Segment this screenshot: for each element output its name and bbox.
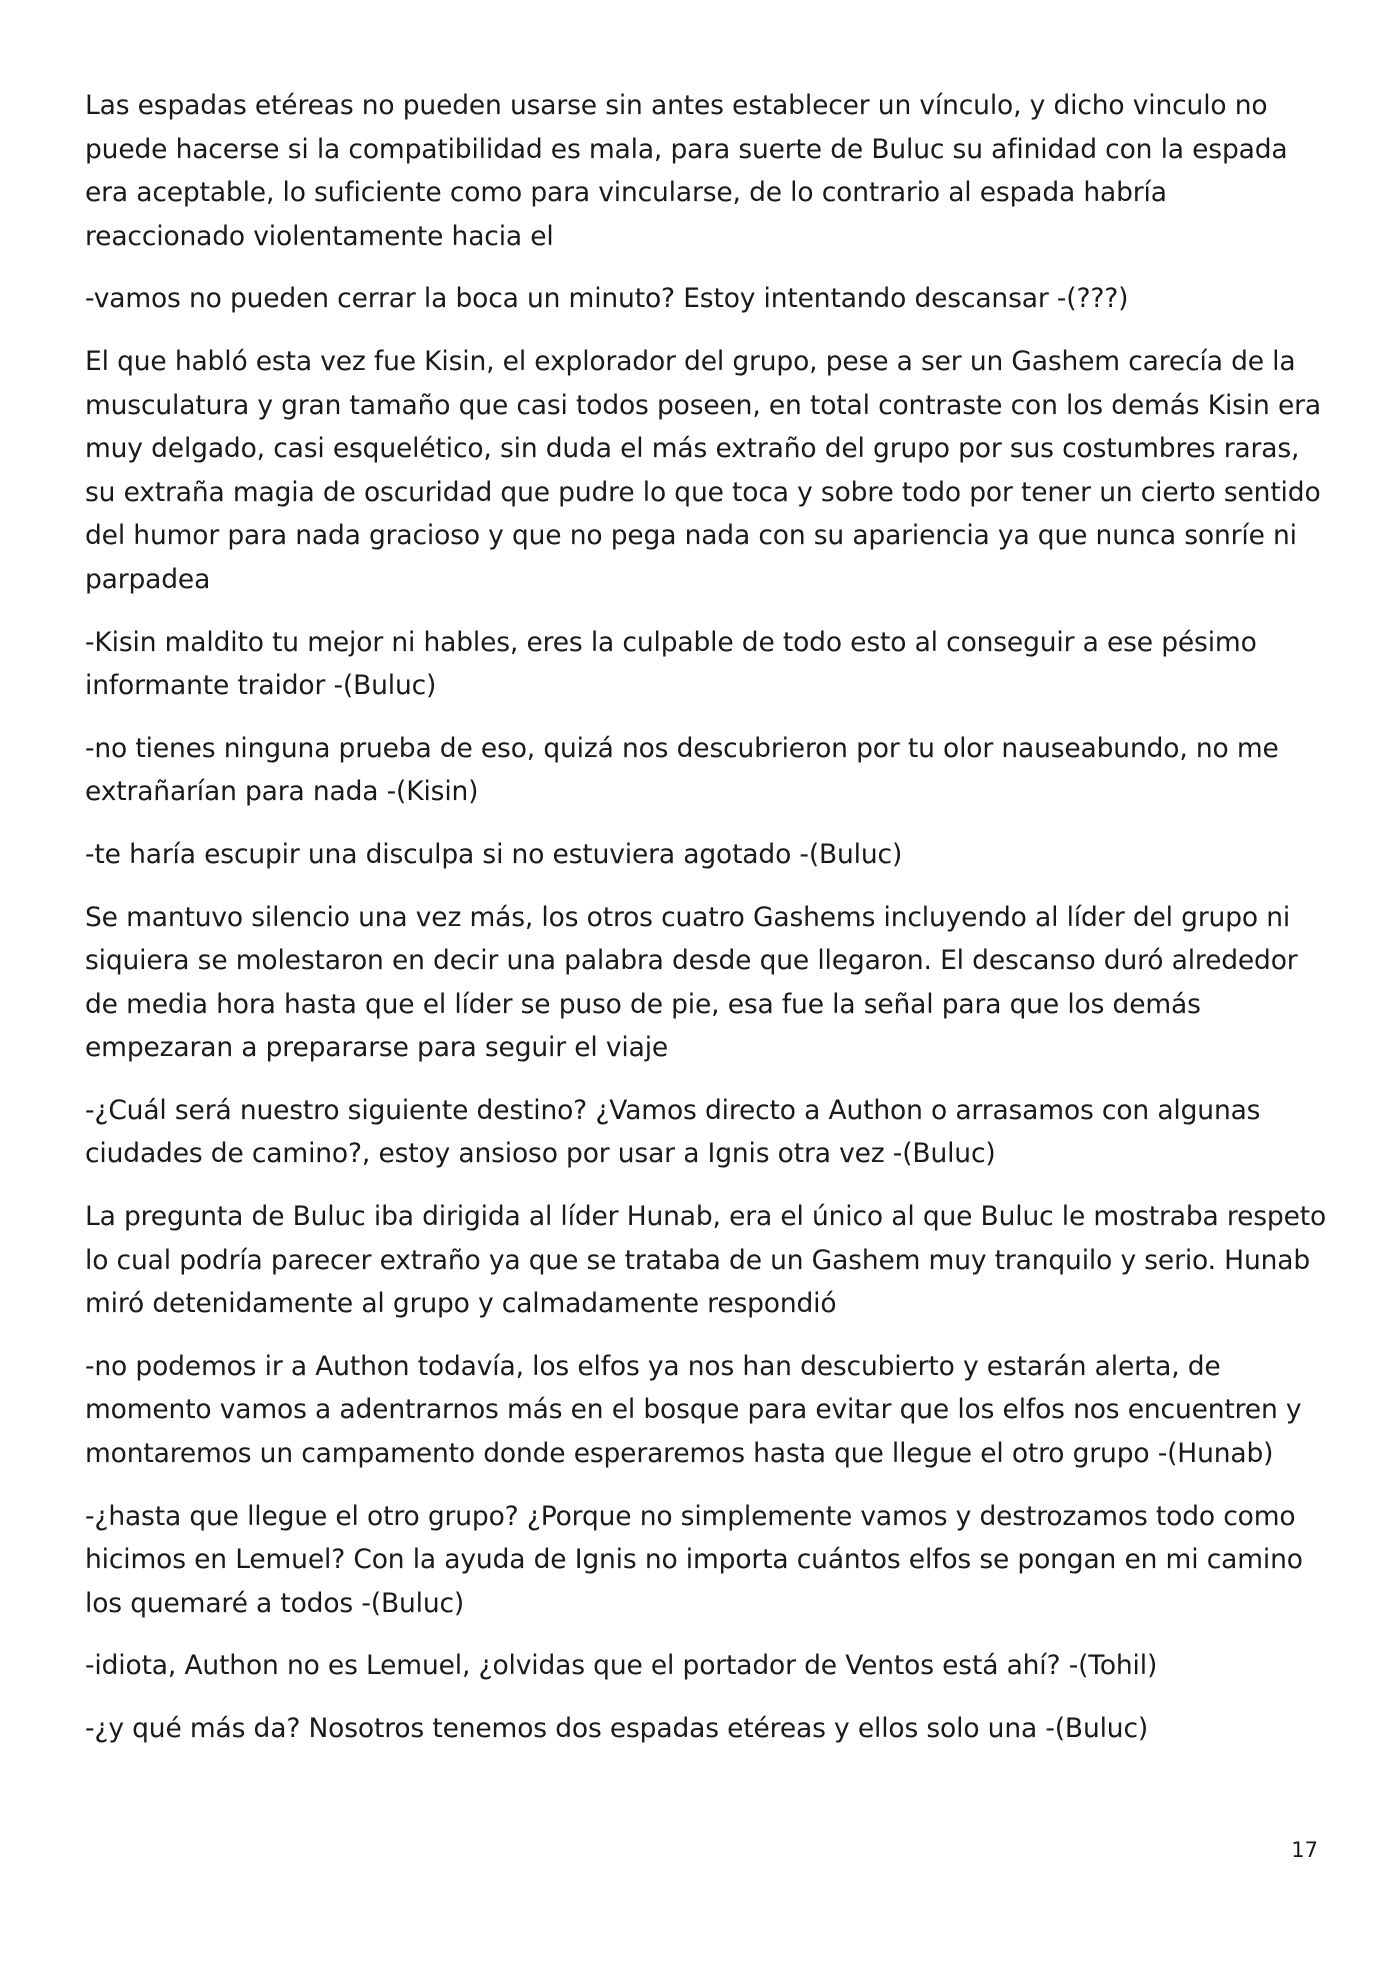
- paragraph-7: Se mantuvo silencio una vez más, los otros cuatro Gashems incluyendo al líder del grupo ni siquiera se molestaron en decir una palabra desde que llegaron. El descanso duró alrededor de media hora hasta que el líder se puso de pie, esa fue la señal para que los demás empezaran a prepararse para seguir el viaje: [85, 901, 1298, 1064]
- paragraph-11: -¿hasta que llegue el otro grupo? ¿Porque no simplemente vamos y destrozamos todo como hicimos en Lemuel? Con la ayuda de Ignis no importa cuántos elfos se pongan en mi camino los quemaré a todos -(Buluc): [85, 1500, 1303, 1619]
- paragraph-3: El que habló esta vez fue Kisin, el explorador del grupo, pese a ser un Gashem carecía de la musculatura y gran tamaño que casi todos poseen, en total contraste con los demás Kisin era muy delgado, casi esquelético, sin duda el más extraño del grupo por sus costumbres raras, su extraña magia de oscuridad que pudre lo que toca y sobre todo por tener un cierto sentido del humor para nada gracioso y que no pega nada con su apariencia ya que nunca sonríe ni parpadea: [85, 345, 1321, 595]
- paragraph-4: -Kisin maldito tu mejor ni hables, eres la culpable de todo esto al conseguir a ese pésimo informante traidor -(Buluc): [85, 626, 1257, 702]
- page-number: 17: [1291, 1838, 1318, 1862]
- paragraph-8: -¿Cuál será nuestro siguiente destino? ¿Vamos directo a Authon o arrasamos con algunas ciudades de camino?, estoy ansioso por usar a Ignis otra vez -(Buluc): [85, 1094, 1261, 1170]
- paragraph-13: -¿y qué más da? Nosotros tenemos dos espadas etéreas y ellos solo una -(Buluc): [85, 1713, 1149, 1744]
- paragraph-6: -te haría escupir una disculpa si no estuviera agotado -(Buluc): [85, 838, 903, 870]
- paragraph-12: -idiota, Authon no es Lemuel, ¿olvidas que el portador de Ventos está ahí? -(Tohil): [85, 1650, 1158, 1682]
- paragraph-9: La pregunta de Buluc iba dirigida al líder Hunab, era el único al que Buluc le mostraba respeto lo cual podría parecer extraño ya que se trataba de un Gashem muy tranquilo y serio. Hunab miró detenidamente al grupo y calmadamente respondió: [85, 1201, 1327, 1320]
- paragraph-5: -no tienes ninguna prueba de eso, quizá nos descubrieron por tu olor nauseabundo, no me extrañarían para nada -(Kisin): [85, 732, 1279, 808]
- body-text: [85, 84, 1330, 1770]
- paragraph-2: -vamos no pueden cerrar la boca un minuto? Estoy intentando descansar -(???): [85, 283, 1129, 315]
- paragraph-1: Las espadas etéreas no pueden usarse sin antes establecer un vínculo, y dicho vinculo no puede hacerse si la compatibilidad es mala, para suerte de Buluc su afinidad con la espada era aceptable, lo suficiente como para vincularse, de lo contrario al espada habría reaccionado violentamente hacia el: [85, 90, 1288, 252]
- paragraph-10: -no podemos ir a Authon todavía, los elfos ya nos han descubierto y estarán alerta, de momento vamos a adentrarnos más en el bosque para evitar que los elfos nos encuentren y montaremos un campamento donde esperaremos hasta que llegue el otro grupo -(Hunab): [85, 1350, 1302, 1470]
